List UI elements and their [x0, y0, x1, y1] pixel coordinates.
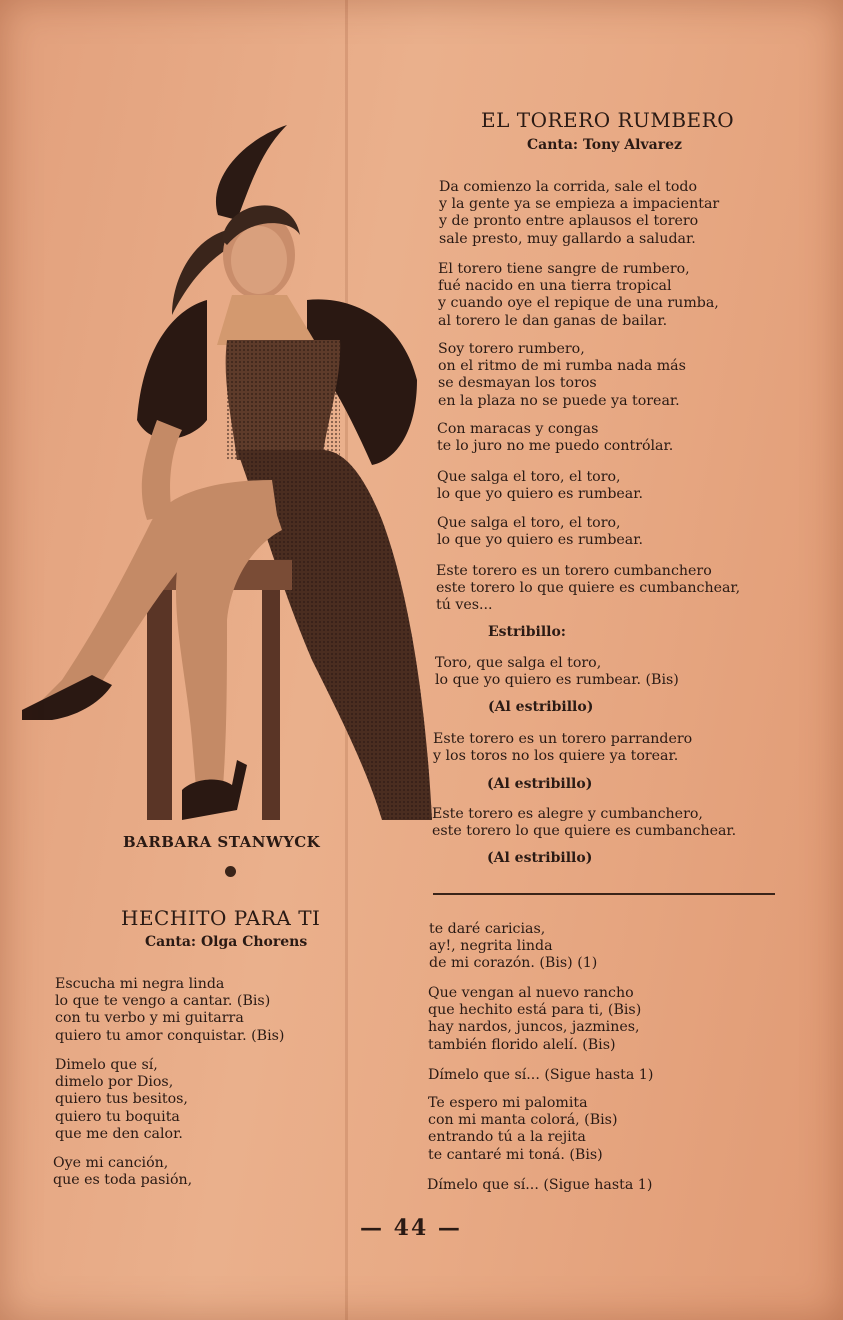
verse-line: con tu verbo y mi guitarra [55, 1010, 244, 1027]
bullet-ornament [225, 866, 236, 877]
song-singer: Canta: Olga Chorens [145, 934, 308, 950]
song-singer: Canta: Tony Alvarez [527, 137, 682, 153]
verse-line: ay!, negrita linda [429, 938, 553, 955]
verse-line: este torero lo que quiere es cumbanchear, [436, 580, 741, 597]
performer-photo [22, 120, 434, 830]
verse-line: quiero tu boquita [55, 1108, 180, 1125]
verse-line: Que salga el toro, el toro, [437, 515, 621, 531]
stanza-9 [432, 806, 736, 840]
stanza-5 [437, 469, 643, 503]
song2-stanza-4 [429, 921, 597, 973]
verse-line: Da comienzo la corrida, sale el todo [439, 179, 698, 195]
stanza-8 [433, 731, 692, 765]
al-estribillo-2: (Al estribillo) [487, 776, 593, 792]
verse-line: lo que te vengo a cantar. (Bis) [55, 993, 271, 1010]
verse-line: hay nardos, juncos, jazmines, [428, 1019, 640, 1036]
verse-line: Dímelo que sí... (Sigue hasta 1) [428, 1067, 654, 1083]
verse-line: y de pronto entre aplausos el torero [439, 213, 699, 230]
verse-line: Este torero es un torero cumbanchero [436, 563, 712, 579]
song2-stanza-8 [427, 1177, 652, 1194]
verse-line: on el ritmo de mi rumba nada más [438, 358, 686, 375]
verse-line: lo que yo quiero es rumbear. [437, 532, 643, 549]
verse-line: te cantaré mi toná. (Bis) [428, 1146, 603, 1163]
section-divider [433, 893, 775, 895]
stanza-3 [438, 341, 686, 410]
verse-line: te daré caricias, [429, 921, 546, 937]
verse-line: entrando tú a la rejita [428, 1129, 586, 1146]
verse-line: con mi manta colorá, (Bis) [428, 1112, 618, 1129]
stanza-6 [437, 515, 643, 549]
song2-stanza-7 [428, 1095, 618, 1164]
verse-line: Que salga el toro, el toro, [437, 469, 621, 485]
verse-line: que hechito está para ti, (Bis) [428, 1002, 642, 1019]
verse-line: al torero le dan ganas de bailar. [438, 312, 668, 329]
verse-line: El torero tiene sangre de rumbero, [438, 261, 690, 277]
verse-line: Escucha mi negra linda [55, 976, 225, 992]
photo-caption: BARBARA STANWYCK [123, 833, 321, 851]
verse-line: tú ves... [436, 597, 493, 614]
verse-line: se desmayan los toros [438, 375, 597, 392]
verse-line: Toro, que salga el toro, [435, 655, 602, 671]
verse-line: Te espero mi palomita [428, 1095, 588, 1111]
song2-stanza-2 [55, 1057, 188, 1143]
verse-line: este torero lo que quiere es cumbanchear. [432, 823, 737, 840]
song2-stanza-5 [428, 985, 641, 1054]
verse-line: en la plaza no se puede ya torear. [438, 392, 680, 409]
song2-stanza-6 [428, 1067, 653, 1084]
estribillo-label: Estribillo: [488, 624, 566, 640]
verse-line: Oye mi canción, [53, 1155, 169, 1171]
verse-line: y la gente ya se empieza a impacientar [439, 196, 720, 213]
verse-line: quiero tus besitos, [55, 1091, 188, 1108]
verse-line: lo que yo quiero es rumbear. (Bis) [435, 672, 679, 689]
stanza-7 [436, 563, 740, 615]
verse-line: Este torero es un torero parrandero [433, 731, 693, 747]
verse-line: también florido alelí. (Bis) [428, 1036, 616, 1053]
al-estribillo-1: (Al estribillo) [488, 699, 594, 715]
estribillo [435, 655, 679, 689]
verse-line: te lo juro no me puedo contrólar. [437, 438, 674, 455]
stanza-2 [438, 261, 719, 330]
song-title: HECHITO PARA TI [121, 906, 321, 930]
page-number: — 44 — [360, 1215, 462, 1241]
verse-line: Este torero es alegre y cumbanchero, [432, 806, 703, 822]
verse-line: que es toda pasión, [53, 1172, 193, 1189]
verse-line: de mi corazón. (Bis) (1) [429, 955, 598, 972]
verse-line: Dímelo que sí... (Sigue hasta 1) [427, 1177, 653, 1193]
verse-line: sale presto, muy gallardo a saludar. [439, 230, 696, 247]
verse-line: lo que yo quiero es rumbear. [437, 486, 643, 503]
verse-line: y cuando oye el repique de una rumba, [438, 295, 719, 312]
song2-stanza-3 [53, 1155, 192, 1189]
al-estribillo-3: (Al estribillo) [487, 850, 593, 866]
verse-line: dimelo por Dios, [55, 1074, 174, 1091]
song-title: EL TORERO RUMBERO [481, 108, 735, 132]
stanza-4 [437, 421, 673, 455]
verse-line: Que vengan al nuevo rancho [428, 985, 634, 1001]
stanza-1 [439, 179, 719, 248]
verse-line: fué nacido en una tierra tropical [438, 278, 672, 295]
verse-line: que me den calor. [55, 1125, 183, 1142]
verse-line: Con maracas y congas [437, 421, 599, 437]
song2-stanza-1 [55, 976, 284, 1045]
verse-line: Soy torero rumbero, [438, 341, 585, 357]
verse-line: y los toros no los quiere ya torear. [433, 748, 679, 765]
verse-line: quiero tu amor conquistar. (Bis) [55, 1027, 285, 1044]
verse-line: Dimelo que sí, [55, 1057, 158, 1073]
